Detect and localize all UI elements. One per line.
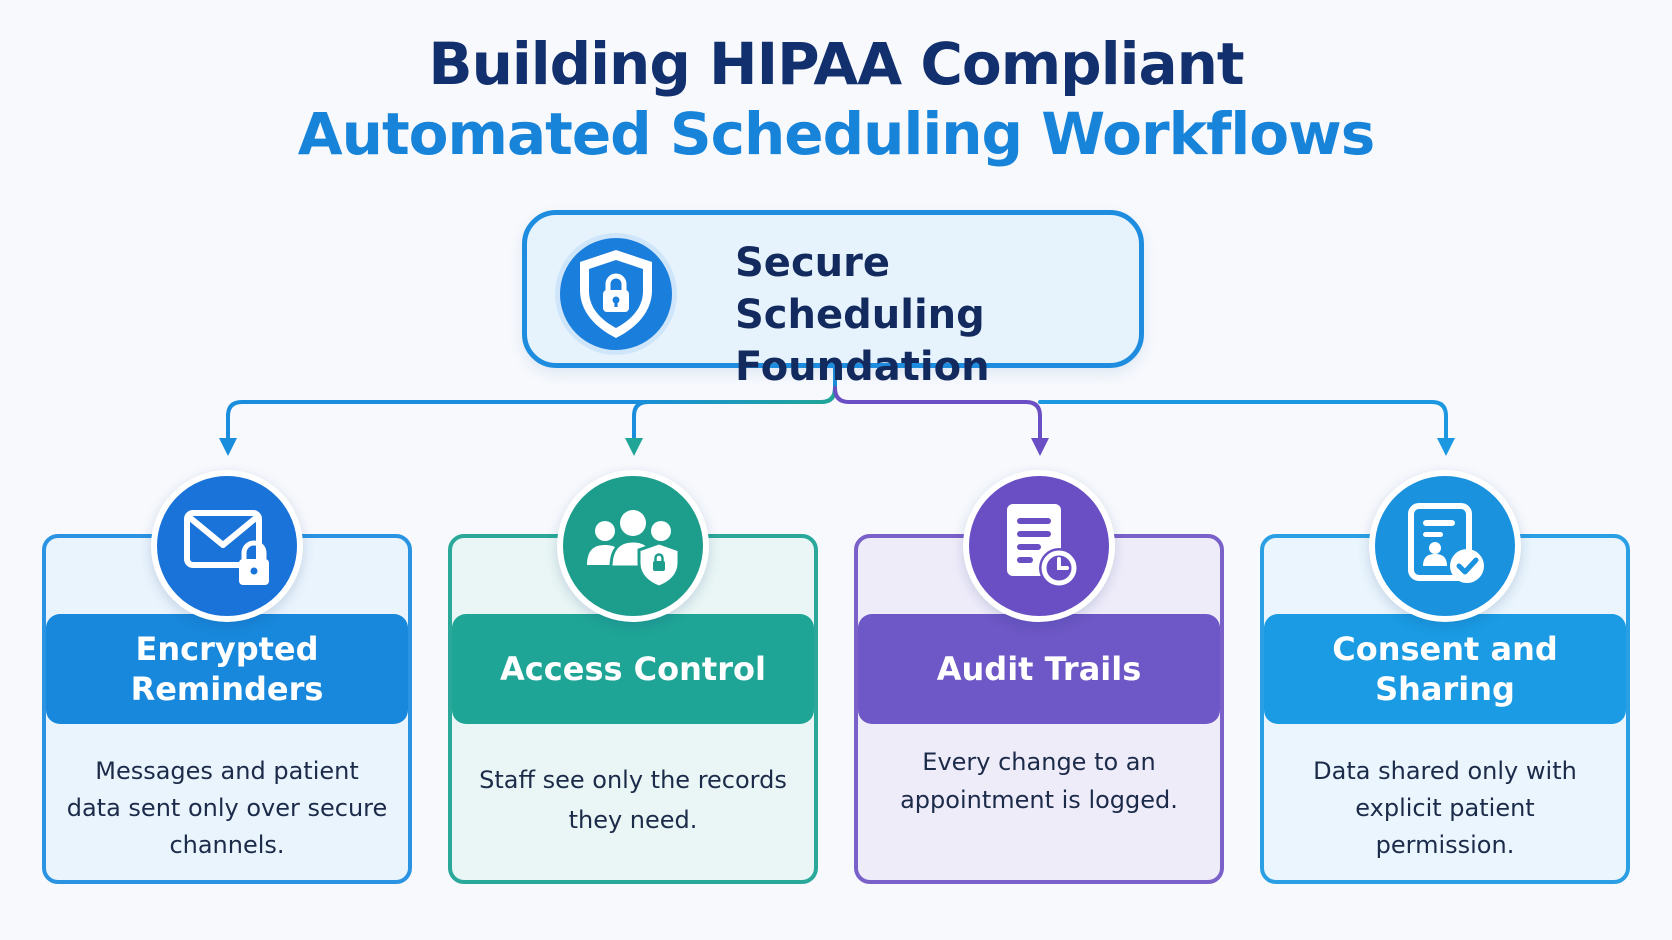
page-subtitle: Automated Scheduling Workflows	[297, 100, 1375, 168]
document-clock-icon	[963, 470, 1115, 622]
users-shield-icon	[557, 470, 709, 622]
shield-lock-icon	[555, 233, 677, 355]
card-description: Data shared only with explicit patient permission.	[1313, 757, 1577, 859]
foundation-title: Secure Scheduling Foundation	[735, 240, 990, 390]
arrowhead-4	[1437, 438, 1455, 456]
arrowhead-2	[625, 438, 643, 456]
connector-to-access-control	[634, 388, 835, 440]
id-card-check-icon	[1369, 470, 1521, 622]
envelope-lock-icon	[151, 470, 303, 622]
card-title: Consent and Sharing	[1264, 614, 1626, 724]
page-title: Building HIPAA Compliant	[428, 30, 1244, 98]
card-title: Access Control	[452, 614, 814, 724]
arrowhead-1	[219, 438, 237, 456]
foundation-box	[522, 210, 1144, 390]
card-description: Every change to an appointment is logged.	[900, 748, 1178, 814]
connector-to-audit-trails	[835, 388, 1040, 440]
card-description: Messages and patient data sent only over secure channels.	[66, 757, 388, 859]
arrowhead-3	[1031, 438, 1049, 456]
card-description: Staff see only the records they need.	[479, 766, 787, 834]
card-title: Encrypted Reminders	[46, 614, 408, 724]
connector-to-consent-sharing	[1040, 402, 1446, 440]
card-title: Audit Trails	[858, 614, 1220, 724]
